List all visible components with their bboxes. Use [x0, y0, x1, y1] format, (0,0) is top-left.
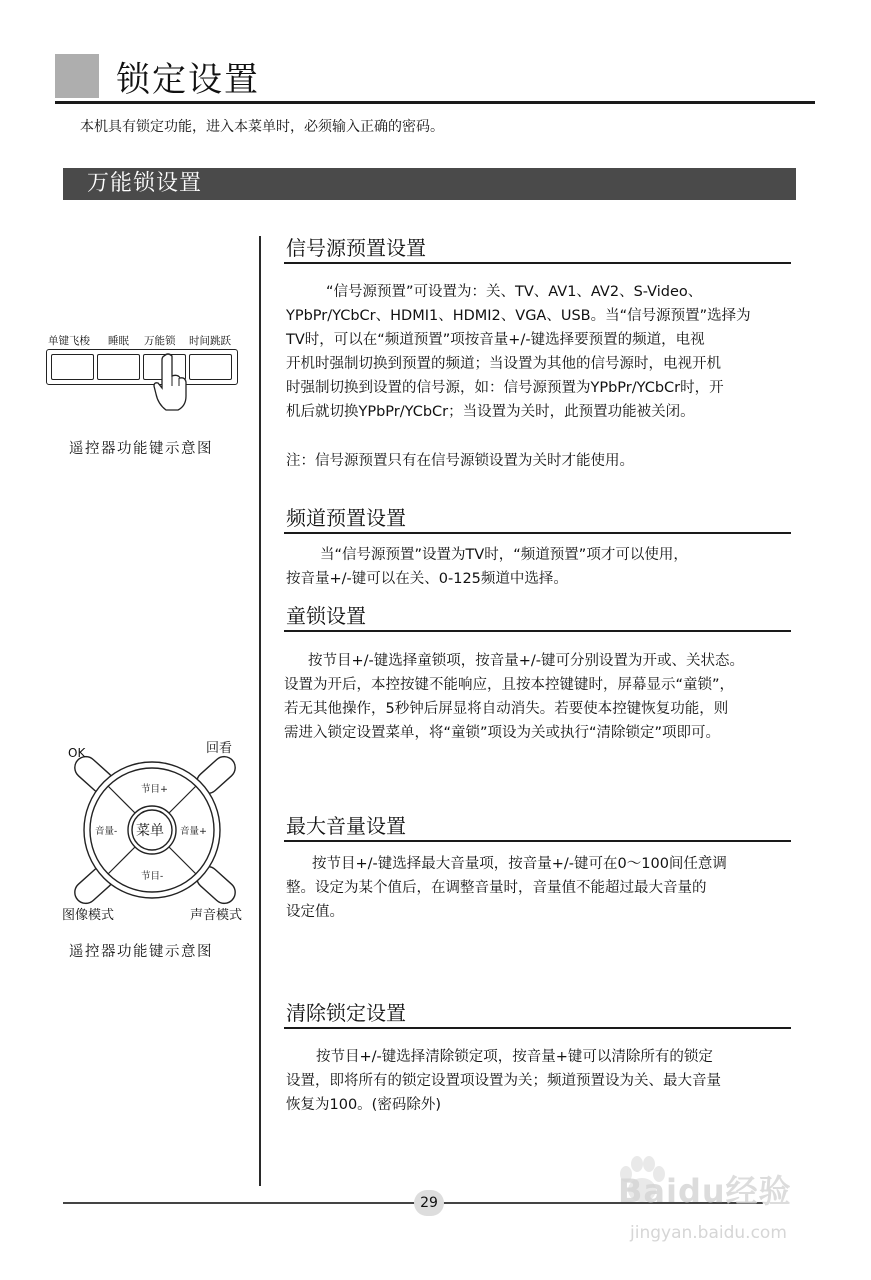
key-label: 单键飞梭	[48, 335, 90, 347]
source-preset-body	[286, 280, 751, 424]
remote-caption-1: 遥控器功能键示意图	[69, 441, 213, 457]
channel-up-label: 节目+	[141, 784, 168, 795]
section-title-child-lock: 童锁设置	[286, 604, 366, 628]
paragraph-line: YPbPr/YCbCr、HDMI1、HDMI2、VGA、USB。当“信号源预置”选择为	[286, 308, 751, 324]
remote-key	[51, 354, 94, 380]
paragraph-line: 需进入锁定设置菜单，将“童锁”项设为关或执行“清除锁定”项即可。	[284, 725, 721, 741]
paragraph-line: TV时，可以在“频道预置”项按音量+/-键选择要预置的频道，电视	[286, 332, 705, 348]
pressing-finger-icon	[150, 352, 190, 414]
key-label: 时间跳跃	[189, 335, 231, 347]
child-lock-body	[284, 649, 744, 745]
intro-text: 本机具有锁定功能，进入本菜单时，必须输入正确的密码。	[80, 119, 444, 135]
clear-lock-body	[286, 1045, 721, 1117]
section-title-source-preset: 信号源预置设置	[286, 236, 426, 260]
watermark-logo: Baidu经验	[618, 1172, 792, 1210]
section-title-max-volume: 最大音量设置	[286, 814, 406, 838]
paragraph-line: 机后就切换YPbPr/YCbCr；当设置为关时，此预置功能被关闭。	[286, 404, 695, 420]
section-title-channel-preset: 频道预置设置	[286, 506, 406, 530]
paragraph-line: 按音量+/-键可以在关、0-125频道中选择。	[286, 571, 568, 587]
key-label: 万能锁	[144, 335, 176, 347]
section-title-clear-lock: 清除锁定设置	[286, 1001, 406, 1025]
key-label: 睡眠	[108, 335, 129, 347]
section-band	[63, 168, 796, 200]
remote-key-labels	[48, 333, 238, 349]
paragraph-line: 设定值。	[286, 904, 344, 920]
section-rule	[284, 1027, 791, 1029]
paragraph-line: 按节目+/-键选择清除锁定项，按音量+键可以清除所有的锁定	[316, 1049, 713, 1065]
paragraph-line: 开机时强制切换到预置的频道；当设置为其他的信号源时，电视开机	[286, 356, 721, 372]
paragraph-line: 恢复为100。(密码除外)	[286, 1097, 441, 1113]
paragraph-line: 按节目+/-键选择童锁项，按音量+/-键可分别设置为开或、关状态。	[308, 653, 745, 669]
remote-key	[97, 354, 140, 380]
menu-label: 菜单	[136, 823, 164, 839]
paragraph-line: 设置为开后，本控按键不能响应，且按本控键键时，屏幕显示“童锁”，	[284, 677, 735, 693]
section-rule	[284, 532, 791, 534]
ok-label: OK	[68, 746, 86, 760]
paragraph-line: “信号源预置”可设置为：关、TV、AV1、AV2、S-Video、	[326, 284, 703, 300]
section-rule	[284, 262, 791, 264]
column-divider	[259, 236, 261, 1186]
remote-key	[189, 354, 232, 380]
paragraph-line: 设置，即将所有的锁定设置项设置为关；频道预置设为关、最大音量	[286, 1073, 721, 1089]
paragraph-line: 整。设定为某个值后，在调整音量时，音量值不能超过最大音量的	[286, 880, 707, 896]
title-marker	[55, 54, 99, 98]
remote-caption-2: 遥控器功能键示意图	[69, 944, 213, 960]
section-rule	[284, 630, 791, 632]
picture-mode-label: 图像模式	[62, 908, 115, 923]
volume-up-label: 音量+	[180, 826, 207, 837]
channel-preset-body	[286, 543, 688, 591]
section-band-title: 万能锁设置	[87, 171, 203, 196]
page-title: 锁定设置	[116, 60, 260, 100]
max-volume-body	[286, 852, 727, 924]
back-label: 回看	[206, 741, 233, 756]
source-preset-note: 注：信号源预置只有在信号源锁设置为关时才能使用。	[286, 453, 634, 469]
paragraph-line: 按节目+/-键选择最大音量项，按音量+/-键可在0～100间任意调	[312, 856, 727, 872]
watermark-url: jingyan.baidu.com	[630, 1223, 787, 1243]
remote-key-row	[46, 349, 238, 385]
sound-mode-label: 声音模式	[190, 908, 243, 923]
title-rule	[55, 101, 815, 104]
paragraph-line: 时强制切换到设置的信号源，如：信号源预置为YPbPr/YCbCr时，开	[286, 380, 724, 396]
paragraph-line: 若无其他操作，5秒钟后屏显将自动消失。若要使本控键恢复功能，则	[284, 701, 729, 717]
channel-down-label: 节目-	[141, 871, 164, 882]
volume-down-label: 音量-	[95, 826, 118, 837]
page-number: 29	[414, 1190, 444, 1216]
section-rule	[284, 840, 791, 842]
paragraph-line: 当“信号源预置”设置为TV时，“频道预置”项才可以使用，	[320, 547, 688, 563]
